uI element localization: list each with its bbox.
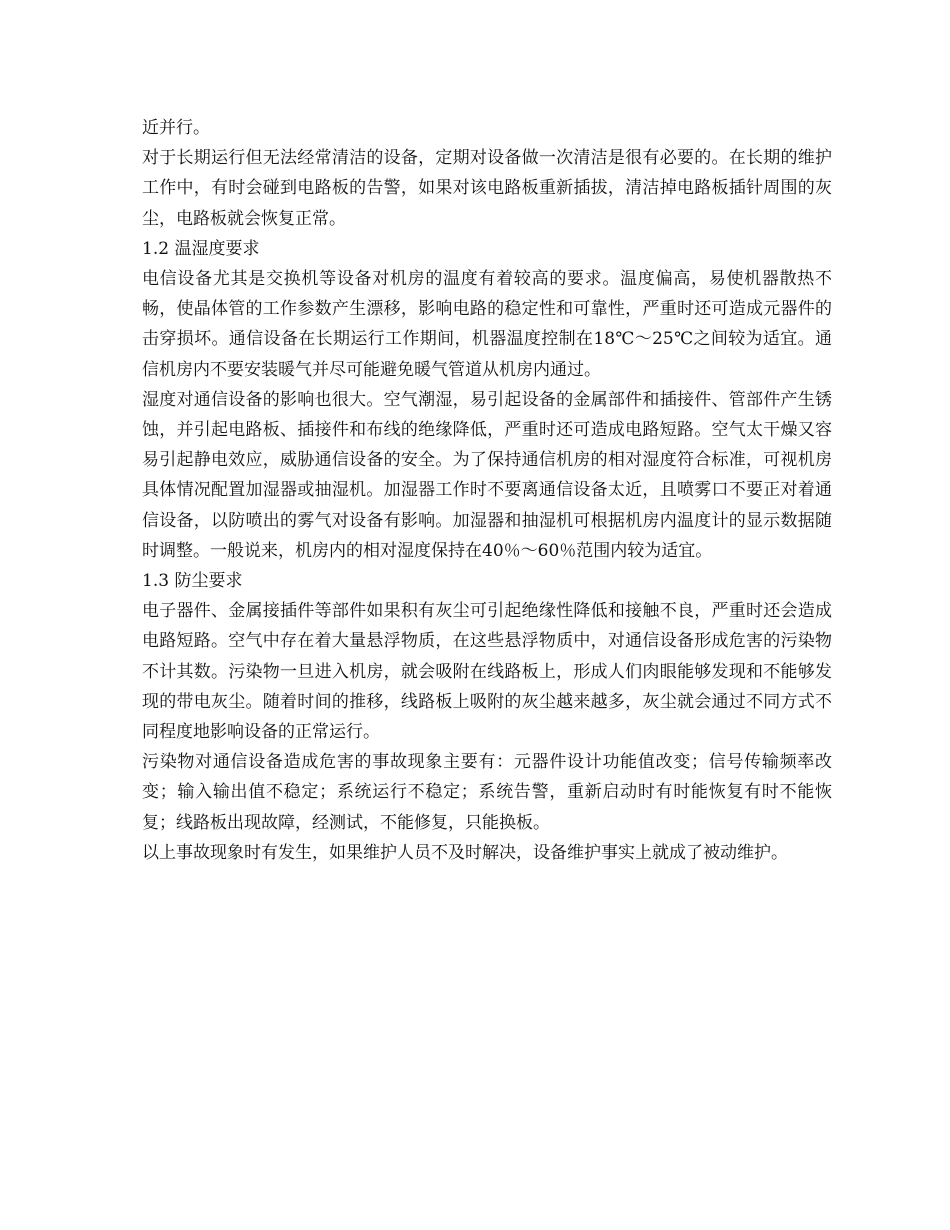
paragraph-humidity: 湿度对通信设备的影响也很大。空气潮湿，易引起设备的金属部件和插接件、管部件产生锈蚀，并引起电路板、插接件和布线的绝缘降低，严重时还可造成电路短路。空气太干燥又容易引起静电效应，威胁通信设备的安全。为了保持通信机房的相对湿度符合标准，可视机房具体情况配置加湿器或抽湿机。加湿器工作时不要离通信设备太近，且喷雾口不要正对着通信设备，以防喷出的雾气对设备有影响。加湿器和抽湿机可根据机房内温度计的显示数据随时调整。一般说来，机房内的相对湿度保持在40％～60％范围内较为适宜。 [142, 389, 832, 561]
paragraph-dust: 电子器件、金属接插件等部件如果积有灰尘可引起绝缘性降低和接触不良，严重时还会造成电路短路。空气中存在着大量悬浮物质，在这些悬浮物质中，对通信设备形成危害的污染物不计其数。污染物一旦进入机房，就会吸附在线路板上，形成人们肉眼能够发现和不能够发现的带电灰尘。随着时间的推移，线路板上吸附的灰尘越来越多，灰尘就会通过不同方式不同程度地影响设备的正常运行。 [142, 601, 832, 743]
section-heading-temperature-humidity: 1.2 温湿度要求 [142, 238, 260, 259]
paragraph-cleaning: 对于长期运行但无法经常清洁的设备，定期对设备做一次清洁是很有必要的。在长期的维护工作中，有时会碰到电路板的告警，如果对该电路板重新插拔，清洁掉电路板插针周围的灰尘，电路板就会恢复正常。 [142, 148, 832, 229]
document-body [142, 113, 832, 868]
section-heading-dust: 1.3 防尘要求 [142, 571, 243, 592]
paragraph-pollutant-effects: 污染物对通信设备造成危害的事故现象主要有：元器件设计功能值改变；信号传输频率改变；输入输出值不稳定；系统运行不稳定；系统告警，重新启动时有时能恢复有时不能恢复；线路板出现故障，经测试，不能修复，只能换板。 [142, 752, 832, 833]
paragraph-temperature: 电信设备尤其是交换机等设备对机房的温度有着较高的要求。温度偏高，易使机器散热不畅，使晶体管的工作参数产生漂移，影响电路的稳定性和可靠性，严重时还可造成元器件的击穿损坏。通信设备在长期运行工作期间，机器温度控制在18℃～25℃之间较为适宜。通信机房内不要安装暖气并尽可能避免暖气管道从机房内通过。 [142, 269, 832, 380]
paragraph-maintenance: 以上事故现象时有发生，如果维护人员不及时解决，设备维护事实上就成了被动维护。 [142, 842, 788, 863]
paragraph-continuation: 近并行。 [142, 118, 210, 138]
